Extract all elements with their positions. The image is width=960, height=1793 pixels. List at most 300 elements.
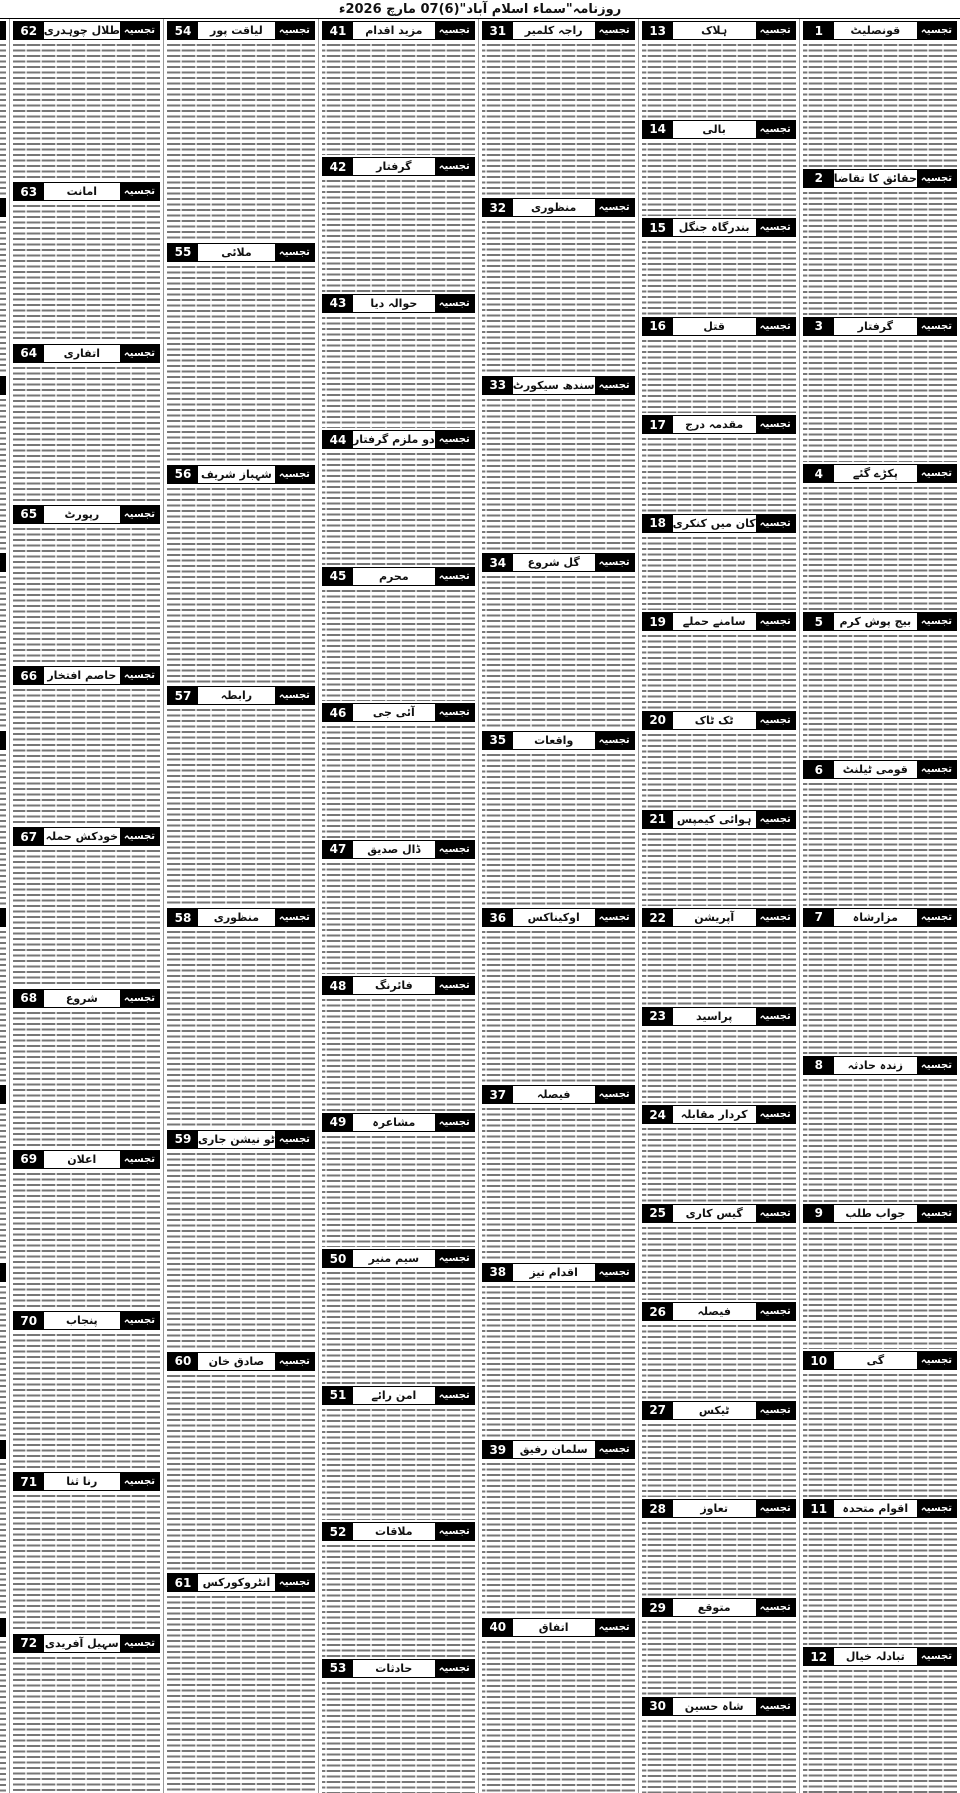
story-body-text bbox=[13, 1332, 160, 1470]
story-header bbox=[642, 1401, 796, 1420]
story-number: 50 bbox=[323, 1250, 353, 1267]
news-story bbox=[0, 1083, 6, 1260]
story-number: 5 bbox=[804, 613, 834, 630]
story-body-text bbox=[0, 42, 6, 196]
story-header bbox=[322, 430, 475, 449]
story-title: قتل bbox=[673, 318, 756, 335]
story-header bbox=[803, 317, 957, 336]
story-header bbox=[482, 376, 635, 395]
story-tag bbox=[0, 199, 5, 216]
story-body-text bbox=[13, 42, 160, 180]
story-title: حوالہ دیا bbox=[353, 295, 435, 312]
story-body-text bbox=[642, 141, 796, 217]
news-story bbox=[0, 1616, 6, 1793]
story-header bbox=[642, 908, 796, 927]
story-tag: تجسیہ bbox=[756, 613, 795, 630]
story-tag bbox=[0, 1086, 5, 1103]
story-header bbox=[322, 1659, 475, 1678]
story-number: 3 bbox=[804, 318, 834, 335]
story-header bbox=[167, 1573, 315, 1592]
story-body-text bbox=[803, 42, 957, 167]
story-header bbox=[642, 810, 796, 829]
story-tag: تجسیہ bbox=[595, 1619, 634, 1636]
news-story bbox=[803, 1645, 957, 1793]
story-number: 66 bbox=[14, 667, 44, 684]
story-tag: تجسیہ bbox=[435, 1523, 474, 1540]
story-tag: تجسیہ bbox=[275, 466, 314, 483]
news-story bbox=[13, 1632, 160, 1793]
story-title: رنا ثنا bbox=[44, 1473, 120, 1490]
story-number: 57 bbox=[168, 687, 198, 704]
story-header bbox=[482, 198, 635, 217]
story-tag: تجسیہ bbox=[917, 170, 956, 187]
news-story bbox=[322, 701, 475, 837]
story-tag: تجسیہ bbox=[756, 1500, 795, 1517]
story-header bbox=[0, 376, 6, 395]
story-tag: تجسیہ bbox=[120, 990, 159, 1007]
story-tag: تجسیہ bbox=[435, 1660, 474, 1677]
news-story bbox=[0, 906, 6, 1083]
story-number: 68 bbox=[14, 990, 44, 1007]
news-story bbox=[803, 906, 957, 1054]
story-number: 60 bbox=[168, 1353, 198, 1370]
story-number: 29 bbox=[643, 1599, 673, 1616]
story-tag: تجسیہ bbox=[917, 318, 956, 335]
story-body-text bbox=[803, 1520, 957, 1645]
news-story bbox=[322, 838, 475, 974]
story-number: 31 bbox=[483, 22, 513, 39]
story-title: شہباز شریف bbox=[198, 466, 275, 483]
story-title: پکڑے گئے bbox=[834, 465, 917, 482]
story-body-text bbox=[482, 397, 635, 551]
story-body-text bbox=[322, 588, 475, 701]
story-header bbox=[642, 1598, 796, 1617]
story-title: ہلاک bbox=[673, 22, 756, 39]
story-number: 38 bbox=[483, 1264, 513, 1281]
story-number: 4 bbox=[804, 465, 834, 482]
story-body-text bbox=[322, 42, 475, 155]
story-tag: تجسیہ bbox=[435, 431, 474, 448]
story-header bbox=[0, 1263, 6, 1282]
story-tag: تجسیہ bbox=[120, 506, 159, 523]
story-number: 16 bbox=[643, 318, 673, 335]
story-tag bbox=[0, 909, 5, 926]
story-body-text bbox=[13, 1655, 160, 1793]
story-title: ملاقات bbox=[353, 1523, 435, 1540]
news-story bbox=[803, 1497, 957, 1645]
story-title: فیصلہ bbox=[673, 1303, 756, 1320]
story-body-text bbox=[0, 1461, 6, 1615]
story-tag: تجسیہ bbox=[435, 22, 474, 39]
story-number: 26 bbox=[643, 1303, 673, 1320]
story-body-text bbox=[13, 1171, 160, 1309]
story-body-text bbox=[13, 848, 160, 986]
story-header bbox=[803, 908, 957, 927]
news-column bbox=[799, 19, 960, 1793]
story-title: زندہ حادثہ bbox=[834, 1057, 917, 1074]
story-body-text bbox=[0, 929, 6, 1083]
paper-name: روزنامہ"سماء اسلام آباد" bbox=[459, 1, 622, 17]
news-story bbox=[322, 292, 475, 428]
story-header bbox=[13, 666, 160, 685]
story-header bbox=[482, 21, 635, 40]
story-number: 63 bbox=[14, 183, 44, 200]
story-tag: تجسیہ bbox=[756, 1106, 795, 1123]
story-header bbox=[322, 21, 475, 40]
story-body-text bbox=[642, 1422, 796, 1498]
story-title: شروع bbox=[44, 990, 120, 1007]
news-story bbox=[167, 19, 315, 241]
story-title: مقدمہ درج bbox=[673, 416, 756, 433]
story-title: گی bbox=[834, 1352, 917, 1369]
story-tag bbox=[0, 1441, 5, 1458]
story-number: 20 bbox=[643, 712, 673, 729]
story-tag: تجسیہ bbox=[595, 909, 634, 926]
story-body-text bbox=[322, 1134, 475, 1247]
story-title: ڈال صدیق bbox=[353, 841, 435, 858]
story-title: مشاعرہ bbox=[353, 1114, 435, 1131]
story-number: 23 bbox=[643, 1008, 673, 1025]
news-story bbox=[642, 512, 796, 611]
story-body-text bbox=[322, 997, 475, 1110]
story-number: 42 bbox=[323, 158, 353, 175]
story-tag: تجسیہ bbox=[756, 22, 795, 39]
news-story bbox=[13, 503, 160, 664]
story-title: بندرگاہ جنگل bbox=[673, 219, 756, 236]
story-header bbox=[803, 1351, 957, 1370]
story-body-text bbox=[322, 315, 475, 428]
story-title: انٹروکورکس bbox=[198, 1574, 275, 1591]
story-header bbox=[0, 1618, 6, 1637]
story-header bbox=[803, 760, 957, 779]
story-title: اقوام متحدہ bbox=[834, 1500, 917, 1517]
story-body-text bbox=[322, 724, 475, 837]
news-story bbox=[642, 1695, 796, 1793]
story-title: ملائی bbox=[198, 244, 275, 261]
masthead bbox=[0, 0, 960, 19]
story-title: گرفتار bbox=[353, 158, 435, 175]
news-story bbox=[803, 19, 957, 167]
story-title: سندھ سیکورٹ bbox=[512, 378, 595, 392]
story-title: طلال چوہدری bbox=[43, 24, 120, 37]
story-header bbox=[482, 1618, 635, 1637]
story-number: 6 bbox=[804, 761, 834, 778]
story-tag: تجسیہ bbox=[756, 1599, 795, 1616]
story-tag: تجسیہ bbox=[275, 22, 314, 39]
story-body-text bbox=[167, 1151, 315, 1350]
story-tag bbox=[0, 1264, 5, 1281]
story-tag: تجسیہ bbox=[595, 1086, 634, 1103]
story-header bbox=[322, 1249, 475, 1268]
story-header bbox=[13, 989, 160, 1008]
news-story bbox=[642, 118, 796, 217]
story-header bbox=[322, 976, 475, 995]
story-number: 19 bbox=[643, 613, 673, 630]
story-title: اتفاق bbox=[513, 1619, 595, 1636]
issue-date: 07 مارچ 2026ء bbox=[338, 1, 439, 17]
news-story bbox=[13, 1148, 160, 1309]
story-header bbox=[642, 514, 796, 533]
story-body-text bbox=[322, 1270, 475, 1383]
story-title: مزید اقدام bbox=[353, 22, 435, 39]
news-story bbox=[0, 1261, 6, 1438]
story-title: متوقع bbox=[673, 1599, 756, 1616]
story-number: 28 bbox=[643, 1500, 673, 1517]
story-title: خودکش حملہ bbox=[45, 830, 119, 844]
story-tag: تجسیہ bbox=[435, 1250, 474, 1267]
news-story bbox=[13, 1470, 160, 1631]
story-tag: تجسیہ bbox=[275, 687, 314, 704]
story-header bbox=[803, 464, 957, 483]
story-body-text bbox=[13, 365, 160, 503]
story-title: واقعات bbox=[513, 732, 595, 749]
story-header bbox=[322, 703, 475, 722]
story-tag: تجسیہ bbox=[435, 841, 474, 858]
news-story bbox=[803, 462, 957, 610]
news-story bbox=[0, 729, 6, 906]
story-title: محرم bbox=[353, 568, 435, 585]
news-story bbox=[0, 551, 6, 728]
story-body-text bbox=[642, 831, 796, 907]
story-tag: تجسیہ bbox=[595, 1264, 634, 1281]
story-number: 30 bbox=[643, 1698, 673, 1715]
story-header bbox=[482, 553, 635, 572]
story-number: 12 bbox=[804, 1648, 834, 1665]
story-tag: تجسیہ bbox=[595, 377, 634, 394]
story-number: 49 bbox=[323, 1114, 353, 1131]
story-body-text bbox=[642, 239, 796, 315]
story-tag: تجسیہ bbox=[435, 1387, 474, 1404]
story-header bbox=[642, 415, 796, 434]
story-header bbox=[322, 1113, 475, 1132]
story-header bbox=[13, 344, 160, 363]
story-number: 70 bbox=[14, 1312, 44, 1329]
story-body-text bbox=[0, 1284, 6, 1438]
story-tag: تجسیہ bbox=[595, 1441, 634, 1458]
news-story bbox=[803, 167, 957, 315]
news-story bbox=[167, 241, 315, 463]
story-header bbox=[0, 553, 6, 572]
story-number: 15 bbox=[643, 219, 673, 236]
story-title: اتفاری bbox=[44, 345, 120, 362]
story-header bbox=[0, 21, 6, 40]
story-body-text bbox=[13, 203, 160, 341]
news-story bbox=[803, 1202, 957, 1350]
story-number: 58 bbox=[168, 909, 198, 926]
story-tag: تجسیہ bbox=[756, 515, 795, 532]
story-number: 56 bbox=[168, 466, 198, 483]
story-title: ٹو نیشن جاری bbox=[197, 1132, 275, 1146]
story-body-text bbox=[803, 1668, 957, 1793]
story-header bbox=[167, 908, 315, 927]
story-number: 46 bbox=[323, 704, 353, 721]
story-title: گرفتار bbox=[834, 318, 917, 335]
story-header bbox=[803, 169, 957, 188]
story-tag: تجسیہ bbox=[120, 1312, 159, 1329]
story-tag: تجسیہ bbox=[275, 909, 314, 926]
story-body-text bbox=[0, 397, 6, 551]
news-story bbox=[642, 610, 796, 709]
story-header bbox=[642, 1204, 796, 1223]
news-story bbox=[322, 428, 475, 564]
story-tag: تجسیہ bbox=[275, 1353, 314, 1370]
story-body-text bbox=[0, 574, 6, 728]
news-story bbox=[13, 987, 160, 1148]
news-story bbox=[322, 19, 475, 155]
story-title: کردار مقابلہ bbox=[673, 1106, 756, 1123]
story-title: دو ملزم گرفتار bbox=[352, 433, 435, 447]
story-number: 21 bbox=[643, 811, 673, 828]
news-story bbox=[482, 1438, 635, 1615]
story-body-text bbox=[482, 1461, 635, 1615]
story-tag: تجسیہ bbox=[917, 22, 956, 39]
news-story bbox=[482, 729, 635, 906]
story-tag bbox=[0, 1619, 5, 1636]
news-column bbox=[0, 19, 9, 1793]
story-header bbox=[167, 243, 315, 262]
story-number: 47 bbox=[323, 841, 353, 858]
news-story bbox=[13, 664, 160, 825]
news-column bbox=[638, 19, 799, 1793]
news-story bbox=[482, 1261, 635, 1438]
story-body-text bbox=[642, 633, 796, 709]
story-title: اوکیناکس bbox=[513, 909, 595, 926]
story-number: 34 bbox=[483, 554, 513, 571]
news-story bbox=[0, 1438, 6, 1615]
story-header bbox=[642, 711, 796, 730]
news-story bbox=[803, 1349, 957, 1497]
news-story bbox=[803, 610, 957, 758]
news-story bbox=[482, 374, 635, 551]
story-tag: تجسیہ bbox=[275, 1131, 314, 1148]
story-number: 11 bbox=[804, 1500, 834, 1517]
story-title: جواب طلب bbox=[834, 1205, 917, 1222]
story-header bbox=[803, 21, 957, 40]
news-story bbox=[0, 19, 6, 196]
story-header bbox=[803, 1204, 957, 1223]
story-title: منظوری bbox=[513, 199, 595, 216]
news-story bbox=[642, 1103, 796, 1202]
story-body-text bbox=[0, 219, 6, 373]
news-story bbox=[642, 19, 796, 118]
story-number: 1 bbox=[804, 22, 834, 39]
story-body-text bbox=[322, 1543, 475, 1656]
story-tag: تجسیہ bbox=[120, 828, 159, 845]
story-title: رپورٹ bbox=[44, 506, 120, 523]
story-title: گل شروع bbox=[513, 554, 595, 571]
news-story bbox=[642, 413, 796, 512]
story-tag: تجسیہ bbox=[120, 183, 159, 200]
story-header bbox=[13, 1150, 160, 1169]
story-header bbox=[803, 1647, 957, 1666]
story-number: 45 bbox=[323, 568, 353, 585]
story-title: مزارشاہ bbox=[834, 909, 917, 926]
story-header bbox=[803, 1499, 957, 1518]
story-header bbox=[482, 1440, 635, 1459]
story-header bbox=[642, 21, 796, 40]
story-header bbox=[13, 1634, 160, 1653]
news-story bbox=[167, 1350, 315, 1572]
news-story bbox=[642, 906, 796, 1005]
news-story bbox=[642, 216, 796, 315]
news-story bbox=[167, 684, 315, 906]
story-body-text bbox=[482, 1106, 635, 1260]
story-header bbox=[13, 1311, 160, 1330]
story-body-text bbox=[322, 178, 475, 291]
story-tag: تجسیہ bbox=[120, 1635, 159, 1652]
story-body-text bbox=[803, 1077, 957, 1202]
story-title: کان میں کنکری bbox=[672, 516, 756, 530]
story-body-text bbox=[167, 264, 315, 463]
story-title: فیصلہ bbox=[513, 1086, 595, 1103]
news-story bbox=[482, 551, 635, 728]
story-body-text bbox=[642, 1126, 796, 1202]
story-tag: تجسیہ bbox=[595, 22, 634, 39]
news-column bbox=[163, 19, 318, 1793]
story-number: 17 bbox=[643, 416, 673, 433]
story-tag: تجسیہ bbox=[120, 1151, 159, 1168]
story-body-text bbox=[803, 781, 957, 906]
story-tag bbox=[0, 554, 5, 571]
story-body-text bbox=[803, 1372, 957, 1497]
story-tag: تجسیہ bbox=[756, 318, 795, 335]
story-title: ٹیکس bbox=[673, 1402, 756, 1419]
story-title: فائرنگ bbox=[353, 977, 435, 994]
story-tag: تجسیہ bbox=[756, 909, 795, 926]
story-title: امانت bbox=[44, 183, 120, 200]
story-tag: تجسیہ bbox=[595, 732, 634, 749]
story-title: صادق خان bbox=[198, 1353, 275, 1370]
news-story bbox=[803, 758, 957, 906]
story-tag: تجسیہ bbox=[120, 667, 159, 684]
news-columns bbox=[0, 19, 960, 1793]
story-tag: تجسیہ bbox=[275, 244, 314, 261]
story-body-text bbox=[482, 42, 635, 196]
story-header bbox=[803, 612, 957, 631]
story-body-text bbox=[803, 1225, 957, 1350]
news-story bbox=[642, 1596, 796, 1695]
news-column bbox=[318, 19, 478, 1793]
news-story bbox=[482, 196, 635, 373]
story-tag: تجسیہ bbox=[756, 1008, 795, 1025]
news-story bbox=[482, 906, 635, 1083]
story-tag: تجسیہ bbox=[917, 909, 956, 926]
story-title: اعلان bbox=[44, 1151, 120, 1168]
story-title: حقائق کا تقاضا bbox=[833, 171, 917, 185]
story-number: 10 bbox=[804, 1352, 834, 1369]
news-story bbox=[803, 1054, 957, 1202]
story-number: 48 bbox=[323, 977, 353, 994]
story-tag: تجسیہ bbox=[756, 1698, 795, 1715]
story-body-text bbox=[167, 42, 315, 241]
story-title: آپریشن bbox=[673, 909, 756, 926]
story-tag: تجسیہ bbox=[756, 1402, 795, 1419]
story-header bbox=[482, 908, 635, 927]
story-header bbox=[167, 686, 315, 705]
story-header bbox=[322, 1386, 475, 1405]
story-number: 67 bbox=[14, 828, 44, 845]
story-number: 59 bbox=[168, 1131, 198, 1148]
story-title: حاصم افتخار bbox=[44, 667, 120, 684]
story-tag: تجسیہ bbox=[756, 219, 795, 236]
story-body-text bbox=[642, 535, 796, 611]
story-tag: تجسیہ bbox=[435, 158, 474, 175]
news-story bbox=[322, 1520, 475, 1656]
story-number: 52 bbox=[323, 1523, 353, 1540]
story-number: 8 bbox=[804, 1057, 834, 1074]
news-story bbox=[167, 1571, 315, 1793]
story-header bbox=[642, 1697, 796, 1716]
